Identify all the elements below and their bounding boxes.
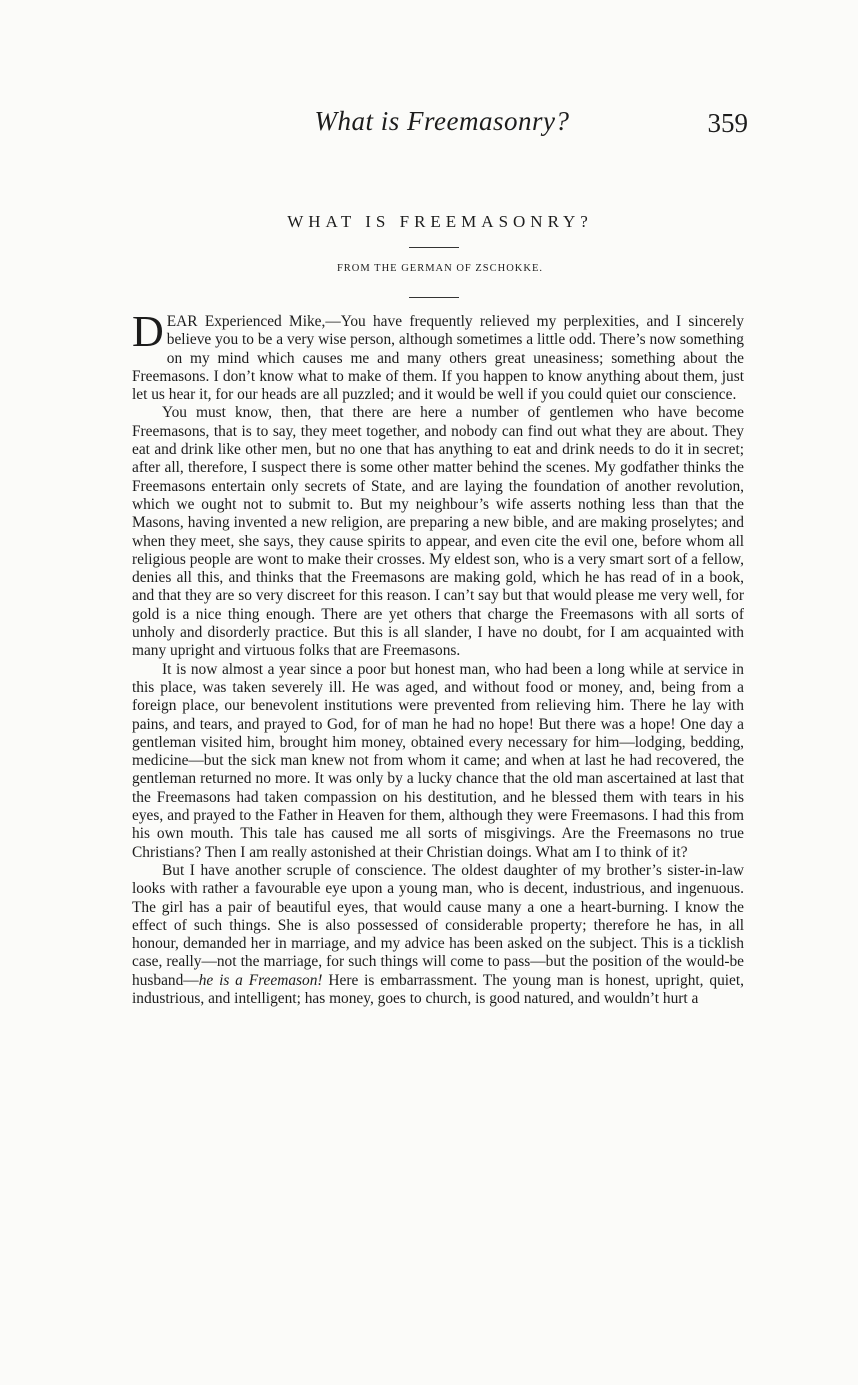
article-subtitle: FROM THE GERMAN OF ZSCHOKKE. <box>336 263 544 274</box>
page-number: 359 <box>707 108 748 138</box>
running-head <box>132 106 748 146</box>
paragraph-4-italic: he is a Freemason! <box>198 971 323 989</box>
running-title: What is Freemasonry? <box>314 106 570 136</box>
article-body <box>132 307 744 1008</box>
paragraph-4-text-a: But I have another scruple of conscience. The oldest daughter of my brother’s sister-in-law looks with rather a favourable eye upon a young man, who is decent, industrious, and ingenuous. The girl has a pair of beautiful eyes, that would cause many a one a heart-burning. I know the effect of such things. She is also possessed of considerable property; therefore he has, in all honour, demanded her in marriage, and my advice has been asked on the subject. This is a ticklish case, really—not the marriage, for such things will come to pass—but the position of the would-be husband— <box>132 861 744 989</box>
subtitle-rule <box>409 297 459 298</box>
paragraph-4-text-b: Here is embarrassment. The young man is honest, upright, quiet, industrious, and intelligent; has money, goes to church, is good natured, and wouldn’t hurt a <box>132 971 744 1007</box>
paragraph-4 <box>132 862 744 1008</box>
title-rule <box>409 247 459 248</box>
paragraph-1 <box>132 307 744 404</box>
article-title: WHAT IS FREEMASONRY? <box>287 212 593 231</box>
paragraph-2: You must know, then, that there are here a number of gentlemen who have become Freemasons, that is to say, they meet together, and nobody can find out what they are about. They eat and drink like other men, but no one that has anything to eat and drink needs to do it in secret; after all, therefore, I suspect there is some other matter behind the scenes. My godfather thinks the Freemasons entertain only secrets of State, and are laying the foundation of another revolution, which we ought not to submit to. But my neighbour’s wife asserts nothing less than that the Masons, having invented a new religion, are preparing a new bible, and are making proselytes; and when they meet, she says, they cause spirits to appear, and even cite the evil one, before whom all religious people are wont to make their crosses. My eldest son, who is a very smart sort of a fellow, denies all this, and thinks that the Freemasons are making gold, which he has read of in a book, and that they are so very discreet for this reason. I can’t say but that would please me very well, for gold is a nice thing enough. There are yet others that charge the Freemasons with all sorts of unholy and disorderly practice. But this is all slander, I have no doubt, for I am acquainted with many upright and virtuous folks that are Freemasons. <box>132 404 744 660</box>
paragraph-1-text: EAR Experienced Mike,—You have frequently relieved my perplexities, and I sincerely believe you to be a very wise person, although sometimes a little odd. There’s now something on my mind which causes me and many others great uneasiness; something about the Freemasons. I don’t know what to make of them. If you happen to know anything about them, just let us hear it, for our heads are all puzzled; and it would be well if you could quiet our conscience. <box>132 313 744 404</box>
drop-cap: D <box>132 307 164 356</box>
paragraph-3: It is now almost a year since a poor but honest man, who had been a long while at service in this place, was taken severely ill. He was aged, and without food or money, and, being from a foreign place, our benevolent institutions were prevented from relieving him. There he lay with pains, and tears, and prayed to God, for of man he had no hope! But there was a hope! One day a gentleman visited him, brought him money, obtained every necessary for him—lodging, bedding, medicine—but the sick man knew not from whom it came; and when at last he had recovered, the gentleman returned no more. It was only by a lucky chance that the old man ascertained at last that the Freemasons had taken compassion on his destitution, and he blessed them with tears in his eyes, and prayed to the Father in Heaven for them, although they were Freemasons. I had this from his own mouth. This tale has caused me all sorts of misgivings. Are the Freemasons no true Christians? Then I am really astonished at their Christian doings. What am I to think of it? <box>132 660 744 861</box>
